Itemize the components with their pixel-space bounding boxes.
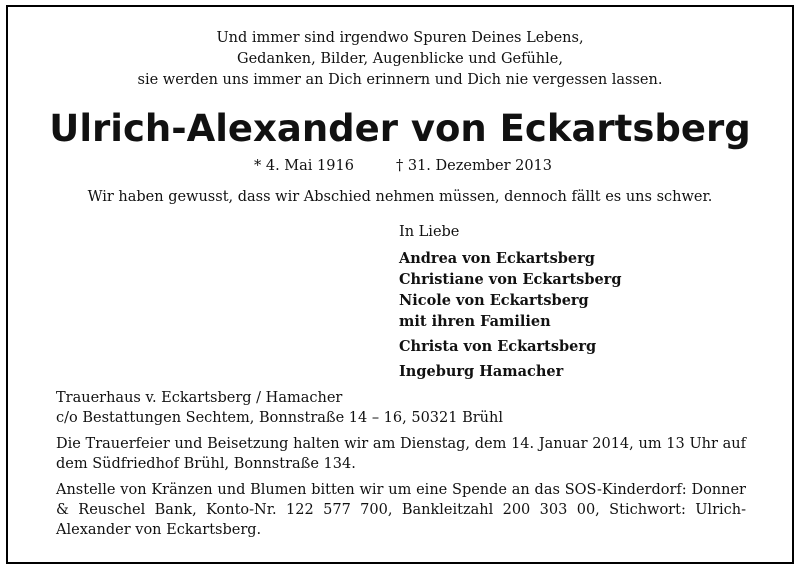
poem-line-2: Gedanken, Bilder, Augenblicke und Gefühle,	[237, 51, 563, 67]
poem-line-1: Und immer sind irgendwo Spuren Deines Lebens,	[216, 30, 584, 46]
mourning-house-line-1: Trauerhaus v. Eckartsberg / Hamacher	[56, 390, 343, 406]
deceased-name: Ulrich-Alexander von Eckartsberg	[49, 107, 751, 150]
donation-text: Anstelle von Kränzen und Blumen bitten wir um eine Spende an das SOS-Kinderdorf: Donner & Reuschel Bank, Konto-Nr. 122 577 700, Bankleitzahl 200 303 00, Stichwort: Ulrich-Alexander von Eckartsberg.	[56, 482, 746, 538]
family-list	[399, 222, 621, 382]
ceremony-text: Die Trauerfeier und Beisetzung halten wir am Dienstag, dem 14. Januar 2014, um 13 Uhr auf dem Südfriedhof Brühl, Bonnstraße 134.	[56, 436, 746, 472]
family-member: Christa von Eckartsberg	[399, 338, 597, 355]
family-member: Nicole von Eckartsberg	[399, 292, 589, 309]
mourning-house	[56, 388, 746, 428]
poem-line-3: sie werden uns immer an Dich erinnern und Dich nie vergessen lassen.	[137, 72, 663, 88]
poem	[0, 28, 800, 91]
birth-date: * 4. Mai 1916	[254, 158, 354, 174]
mourning-house-line-2: c/o Bestattungen Sechtem, Bonnstraße 14 – 16, 50321 Brühl	[56, 410, 503, 426]
family-member: Christiane von Eckartsberg	[399, 271, 622, 288]
family-member: Andrea von Eckartsberg	[399, 250, 595, 267]
life-dates	[0, 156, 800, 178]
family-intro: In Liebe	[399, 224, 460, 240]
farewell-text: Wir haben gewusst, dass wir Abschied nehmen müssen, dennoch fällt es uns schwer.	[87, 189, 713, 205]
death-date: † 31. Dezember 2013	[396, 158, 553, 174]
family-member: mit ihren Familien	[399, 313, 551, 330]
family-member: Ingeburg Hamacher	[399, 363, 564, 380]
